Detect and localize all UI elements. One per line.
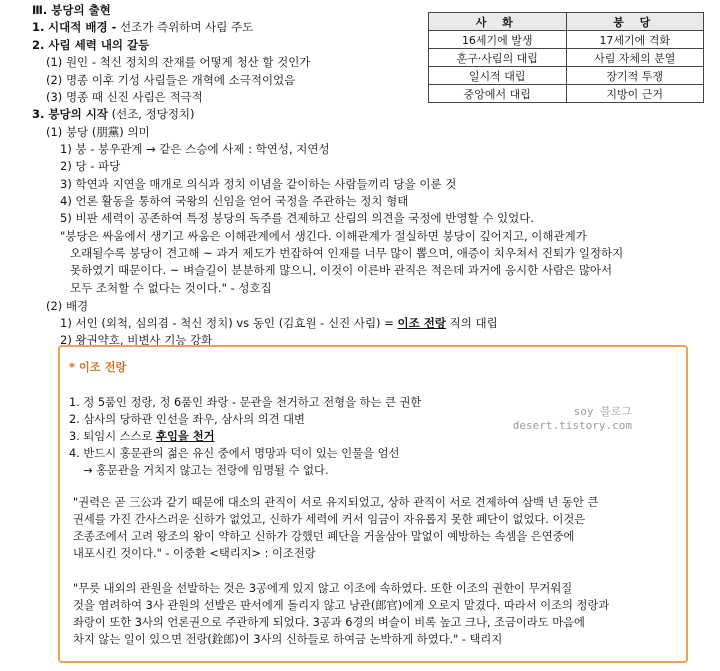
item-2-1: (1) 원인 - 척신 정치의 잔재를 어떻게 청산 할 것인가 — [46, 55, 311, 69]
table-cell: 지방이 근거 — [566, 85, 704, 103]
item-1-number: 1. — [32, 20, 45, 34]
meaning-2: 2) 당 - 파당 — [60, 159, 121, 173]
quote-1-line-1: "붕당은 싸움에서 생기고 싸움은 이해관계에서 생긴다. 이해관계가 절실하면 붕당이 깊어지고, 이해관계가 — [60, 229, 587, 243]
item-2-3: (3) 명종 때 신진 사림은 적극적 — [46, 90, 203, 104]
box-item-4-sub: → 홍문관을 거치지 않고는 전랑에 임명될 수 없다. — [83, 464, 329, 477]
watermark-line-2: desert.tistory.com — [512, 419, 632, 432]
section-heading: Ⅲ. 붕당의 출현 — [32, 3, 111, 17]
table-header-sahwa: 사 화 — [429, 13, 567, 31]
meaning-3: 3) 학연과 지연을 매개로 의식과 정치 이념을 같이하는 사람들끼리 당을 이룬 것 — [60, 177, 457, 191]
ijo-jeonrang-term: 이조 전랑 — [397, 316, 446, 330]
box-item-3-bold: 후임을 천거 — [156, 430, 215, 443]
box-item-3-text: 3. 퇴임시 스스로 — [69, 430, 157, 443]
background-1-suffix: 직의 대립 — [445, 316, 498, 330]
table-row — [429, 49, 704, 67]
table-header-row — [429, 13, 704, 31]
blog-watermark — [513, 405, 632, 433]
background-1-text: 1) 서인 (외척, 심의겸 - 척신 정치) vs 동인 (김효원 - 신진 사림) = — [60, 316, 398, 330]
box-item-1: 1. 정 5품인 정랑, 정 6품인 좌랑 - 문관을 천거하고 전형을 하는 큰 권한 — [69, 396, 422, 409]
item-1 — [32, 19, 253, 36]
quote-1-line-4: 모두 조처할 수 없다는 것이다." - 성호집 — [70, 281, 272, 295]
item-2: 2. 사림 세력 내의 갈등 — [32, 38, 150, 52]
quote-1-line-3: 못하였기 때문이다. ~ 벼슬길이 분분하게 많으니, 이것이 이른바 관직은 적은데 과거에 응시한 사람은 많아서 — [70, 263, 613, 277]
box-item-2: 2. 삼사의 당하관 인선을 좌우, 삼사의 의견 대변 — [69, 413, 305, 426]
quote-2-line-1: "권력은 곧 三公과 같기 때문에 대소의 관직이 서로 유지되었고, 상하 관직이 서로 견제하여 삼백 년 동안 큰 — [73, 496, 599, 509]
item-3-1: (1) 붕당 (朋黨) 의미 — [46, 125, 150, 139]
sahwa-bungdang-table — [428, 12, 704, 103]
table-cell: 훈구·사림의 대립 — [429, 49, 567, 67]
table-cell: 일시적 대립 — [429, 67, 567, 85]
table-cell: 중앙에서 대립 — [429, 85, 567, 103]
table-cell: 사림 자체의 분열 — [566, 49, 704, 67]
quote-2-line-2: 권세를 가진 간사스러운 신하가 없었고, 신하가 세력에 커서 임금이 자유롭지 못한 폐단이 없었다. 이것은 — [73, 513, 586, 526]
box-item-4: 4. 반드시 홍문관의 젊은 유신 중에서 명망과 덕이 있는 인물을 엄선 — [69, 447, 400, 460]
quote-2-line-4: 내포시킨 것이다." - 이중환 <택리지> : 이조전랑 — [73, 547, 316, 560]
box-item-3 — [69, 428, 215, 445]
table-row — [429, 85, 704, 103]
item-2-2: (2) 명종 이후 기성 사림들은 개혁에 소극적이었음 — [46, 73, 296, 87]
item-3-2: (2) 배경 — [46, 299, 89, 313]
background-2: 2) 왕권약호, 비변사 기능 강화 — [60, 333, 213, 347]
quote-1-line-2: 오래될수록 붕당이 견고해 ~ 과거 제도가 번잡하여 인재를 너무 많이 뽑으며, 애증이 치우쳐서 진퇴가 일정하지 — [70, 246, 624, 260]
ijo-jeonrang-box — [58, 345, 688, 663]
item-1-bold: 시대적 배경 - — [48, 20, 117, 34]
item-1-text: 선조가 즉위하며 사림 주도 — [120, 20, 254, 34]
item-3-note: (선조, 정당정치) — [111, 107, 195, 121]
background-1 — [60, 315, 498, 332]
table-row — [429, 31, 704, 49]
table-cell: 17세기에 격화 — [566, 31, 704, 49]
table-cell: 장기적 투쟁 — [566, 67, 704, 85]
quote-3-line-1: "무릇 내외의 관원을 선발하는 것은 3공에게 있지 않고 이조에 속하였다. 또한 이조의 권한이 무거워질 — [73, 582, 573, 595]
item-3-title: 3. 붕당의 시작 — [32, 107, 108, 121]
table-row — [429, 67, 704, 85]
quote-2-line-3: 조종조에서 고려 왕조의 왕이 약하고 신하가 강했던 폐단을 거울삼아 말없이 예방하는 속셈을 은연중에 — [73, 530, 575, 543]
meaning-4: 4) 언론 활동을 통하여 국왕의 신임을 얻어 국정을 주관하는 정치 형태 — [60, 194, 409, 208]
meaning-5: 5) 비판 세력이 공존하여 특정 붕당의 독주를 견제하고 산림의 의견을 국정에 반영할 수 있었다. — [60, 211, 535, 225]
quote-3-line-3: 좌랑이 또한 3사의 언론권으로 주관하게 되었다. 3공과 6경의 벼슬이 비록 높고 크나, 조금이라도 마음에 — [73, 616, 585, 629]
watermark-line-1: soy 블로그 — [573, 405, 632, 418]
meaning-1: 1) 붕 - 붕우관계 → 같은 스승에 사제 : 학연성, 지연성 — [60, 142, 330, 156]
quote-3-line-4: 차지 않는 일이 있으면 전랑(銓郎)이 3사의 신하들로 하여금 논박하게 하였다." - 택리지 — [73, 633, 503, 646]
quote-3-line-2: 것을 염려하여 3사 관원의 선발은 판서에게 돌리지 않고 낭관(郎官)에게 오로지 맡겼다. 따라서 이조의 정랑과 — [73, 599, 610, 612]
table-cell: 16세기에 발생 — [429, 31, 567, 49]
table-header-bungdang: 붕 당 — [566, 13, 704, 31]
item-3 — [32, 106, 195, 123]
box-title: * 이조 전랑 — [69, 361, 127, 374]
